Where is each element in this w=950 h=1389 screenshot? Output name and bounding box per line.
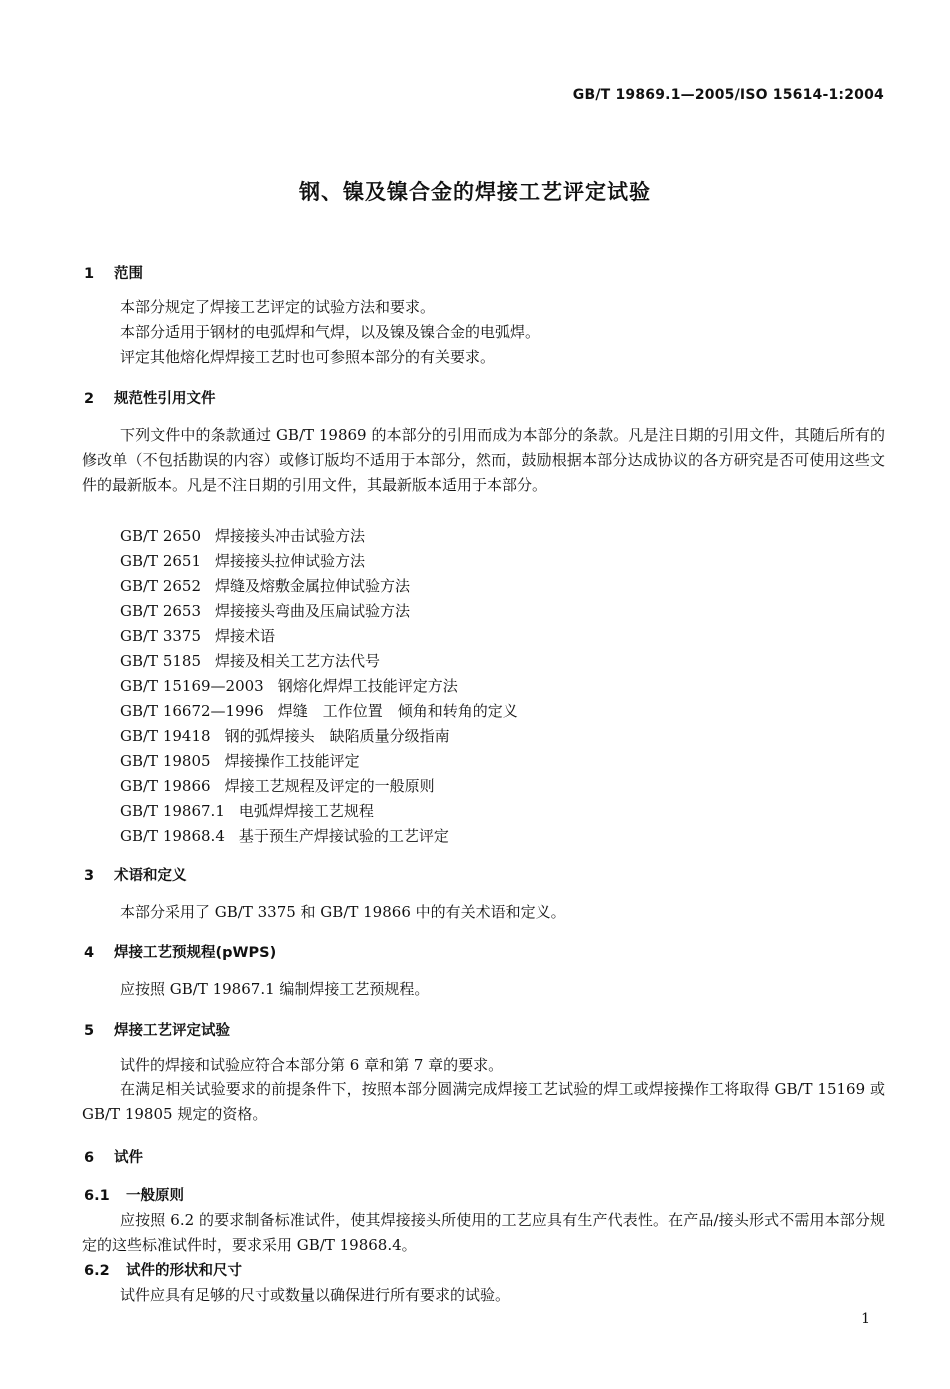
reference-title: 焊接工艺规程及评定的一般原则 [224, 777, 435, 795]
subsection-6-1-text: 应按照 6.2 的要求制备标准试件，使其焊接接头所使用的工艺应具有生产代表性。在产品/接头形式不需用本部分规定的这些标准试件时，要求采用 GB/T 19868.4。 [82, 1211, 885, 1254]
reference-code: GB/T 19866 [120, 777, 211, 795]
section-4-text: 应按照 GB/T 19867.1 编制焊接工艺预规程。 [120, 980, 430, 998]
reference-item [120, 650, 380, 671]
section-title: 焊接工艺预规程(pWPS) [114, 945, 277, 961]
section-1-line-3: 评定其他熔化焊焊接工艺时也可参照本部分的有关要求。 [120, 348, 496, 366]
reference-code: GB/T 2653 [120, 602, 202, 620]
reference-code: GB/T 15169—2003 [120, 677, 264, 695]
reference-title: 钢熔化焊焊工技能评定方法 [277, 677, 458, 695]
reference-item [120, 550, 365, 571]
reference-title: 焊缝 工作位置 倾角和转角的定义 [277, 702, 518, 720]
reference-item [120, 625, 275, 646]
document-title: 钢、镍及镍合金的焊接工艺评定试验 [299, 180, 651, 204]
reference-title: 焊接接头拉伸试验方法 [215, 552, 366, 570]
section-3-heading [84, 864, 187, 885]
section-6-heading [84, 1146, 143, 1167]
reference-item [120, 775, 435, 796]
reference-title: 焊接操作工技能评定 [224, 752, 360, 770]
reference-title: 焊缝及熔敷金属拉伸试验方法 [215, 577, 411, 595]
section-4-heading [84, 941, 276, 962]
section-number: 4 [84, 945, 95, 961]
reference-code: GB/T 2652 [120, 577, 202, 595]
reference-code: GB/T 2651 [120, 552, 202, 570]
reference-item [120, 725, 450, 746]
reference-code: GB/T 19805 [120, 752, 211, 770]
section-1-heading [84, 262, 143, 283]
subsection-6-1-heading [84, 1184, 184, 1205]
reference-item [120, 525, 365, 546]
section-2-paragraph: 下列文件中的条款通过 GB/T 19869 的本部分的引用而成为本部分的条款。凡是注日期的引用文件，其随后所有的修改单（不包括勘误的内容）或修订版均不适用于本部分，然而，鼓励根据本部分达成协议的各方研究是否可使用这些文件的最新版本。凡是不注日期的引用文件，其最新版本适用于本部分。 [82, 426, 885, 494]
reference-code: GB/T 19867.1 [120, 802, 225, 820]
subsection-number: 6.2 [84, 1263, 110, 1279]
section-number: 6 [84, 1150, 95, 1166]
reference-item [120, 825, 449, 846]
reference-title: 焊接术语 [215, 627, 276, 645]
reference-code: GB/T 3375 [120, 627, 202, 645]
section-number: 5 [84, 1023, 95, 1039]
reference-code: GB/T 19418 [120, 727, 211, 745]
section-title: 焊接工艺评定试验 [114, 1023, 230, 1039]
section-1-line-2: 本部分适用于钢材的电弧焊和气焊，以及镍及镍合金的电弧焊。 [120, 323, 541, 341]
standard-number: GB/T 19869.1—2005/ISO 15614-1:2004 [572, 87, 884, 103]
section-title: 术语和定义 [114, 868, 187, 884]
reference-item [120, 575, 410, 596]
reference-title: 基于预生产焊接试验的工艺评定 [238, 827, 449, 845]
reference-title: 焊接接头冲击试验方法 [215, 527, 366, 545]
reference-code: GB/T 5185 [120, 652, 202, 670]
subsection-6-2-text: 试件应具有足够的尺寸或数量以确保进行所有要求的试验。 [120, 1286, 511, 1304]
reference-code: GB/T 16672—1996 [120, 702, 264, 720]
reference-item [120, 800, 374, 821]
reference-title: 焊接及相关工艺方法代号 [215, 652, 381, 670]
subsection-number: 6.1 [84, 1188, 110, 1204]
section-5-heading [84, 1019, 230, 1040]
reference-code: GB/T 19868.4 [120, 827, 225, 845]
section-number: 3 [84, 868, 95, 884]
section-title: 范围 [114, 266, 143, 282]
page-number: 1 [861, 1311, 870, 1327]
subsection-title: 试件的形状和尺寸 [126, 1263, 242, 1279]
reference-title: 电弧焊焊接工艺规程 [238, 802, 374, 820]
reference-item [120, 675, 458, 696]
section-5-text-1: 试件的焊接和试验应符合本部分第 6 章和第 7 章的要求。 [120, 1056, 504, 1074]
reference-title: 钢的弧焊接头 缺陷质量分级指南 [224, 727, 450, 745]
reference-code: GB/T 2650 [120, 527, 202, 545]
section-5-text-2: 在满足相关试验要求的前提条件下，按照本部分圆满完成焊接工艺试验的焊工或焊接操作工将取得 GB/T 15169 或 GB/T 19805 规定的资格。 [82, 1080, 885, 1123]
reference-item [120, 750, 360, 771]
reference-title: 焊接接头弯曲及压扁试验方法 [215, 602, 411, 620]
section-title: 试件 [114, 1150, 143, 1166]
reference-item [120, 600, 410, 621]
section-2-heading [84, 387, 216, 408]
section-3-text: 本部分采用了 GB/T 3375 和 GB/T 19866 中的有关术语和定义。 [120, 903, 566, 921]
subsection-title: 一般原则 [126, 1188, 184, 1204]
reference-item [120, 700, 518, 721]
section-1-line-1: 本部分规定了焊接工艺评定的试验方法和要求。 [120, 298, 436, 316]
subsection-6-2-heading [84, 1259, 242, 1280]
section-number: 2 [84, 391, 95, 407]
section-title: 规范性引用文件 [114, 391, 216, 407]
section-number: 1 [84, 266, 95, 282]
